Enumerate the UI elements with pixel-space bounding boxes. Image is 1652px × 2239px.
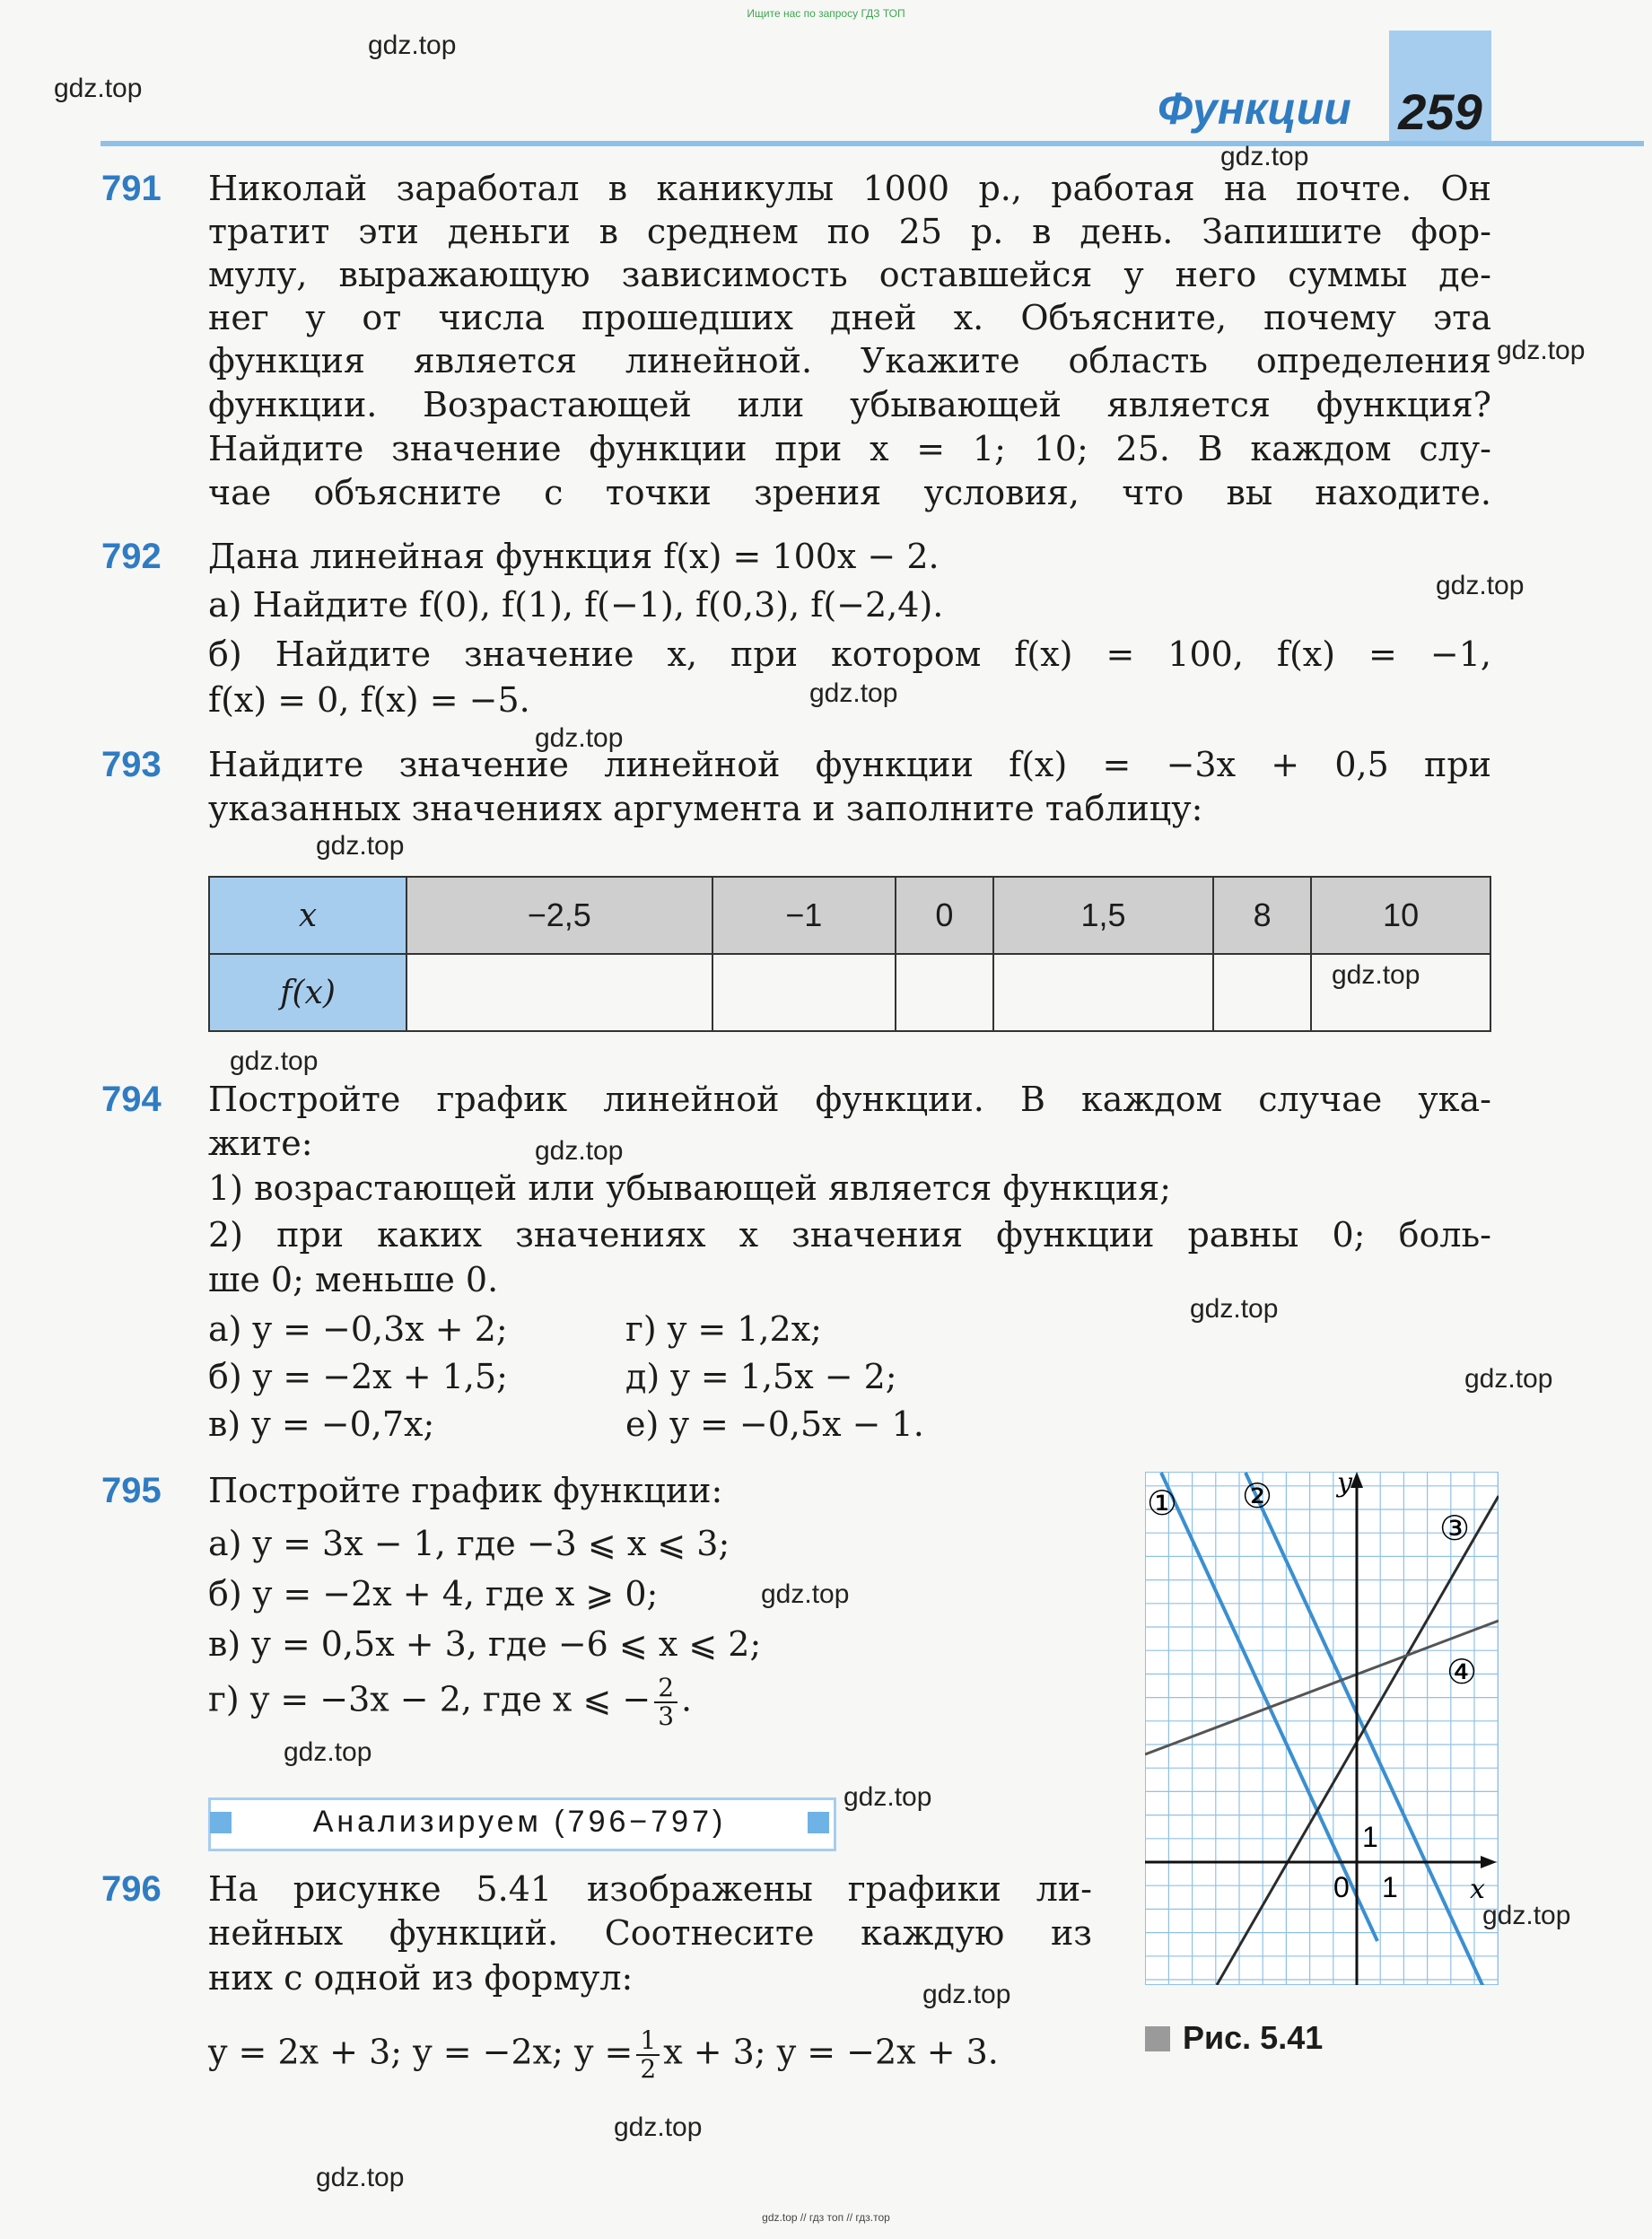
table-x-value: −2,5 [406, 877, 712, 954]
p796-line-2: нейных функций. Соотнесите каждую из [208, 1913, 1092, 1953]
problem-number-793: 793 [101, 745, 162, 784]
formula-2: y = −2x; [413, 2032, 564, 2072]
p791-line-7: Найдите значение функции при x = 1; 10; 25. В каждом слу- [208, 429, 1491, 468]
problem-number-796: 796 [101, 1869, 162, 1909]
fraction-denominator: 2 [640, 2054, 657, 2084]
watermark: gdz.top [809, 678, 898, 708]
problem-number-795: 795 [101, 1471, 162, 1510]
table-empty-cell [712, 954, 896, 1031]
watermark: gdz.top [230, 1046, 319, 1076]
table-header-x: x [209, 877, 406, 954]
table-x-value: 1,5 [993, 877, 1213, 954]
table-x-value: 8 [1213, 877, 1311, 954]
p791-line-4: нег y от числа прошедших дней x. Объясните, почему эта [208, 298, 1491, 337]
p794-item-b: б) y = −2x + 1,5; [208, 1357, 508, 1396]
watermark: gdz.top [535, 723, 624, 753]
fraction-two-thirds [654, 1675, 677, 1730]
y-axis-label: y [1337, 1472, 1352, 1499]
p791-line-1: Николай заработал в каникулы 1000 р., работая на почте. Он [208, 169, 1491, 208]
watermark: gdz.top [761, 1579, 850, 1609]
formula-1: y = 2x + 3; [208, 2032, 403, 2072]
p794-line-1: Постройте график линейной функции. В каждом случае ука- [208, 1080, 1491, 1119]
p792-part-a: а) Найдите f(0), f(1), f(−1), f(0,3), f(−2,4). [208, 585, 944, 625]
p794-item-g: г) y = 1,2x; [625, 1309, 822, 1349]
problem-number-794: 794 [101, 1080, 162, 1119]
fraction-one-half [636, 2027, 660, 2083]
watermark: gdz.top [54, 74, 143, 103]
p793-line-2: указанных значениях аргумента и заполните таблицу: [208, 789, 1203, 828]
p792-part-b-line-2: f(x) = 0, f(x) = −5. [208, 680, 530, 720]
p794-line-2: жите: [208, 1124, 313, 1163]
problem-number-791: 791 [101, 169, 162, 208]
p791-line-5: функция является линейной. Укажите область определения [208, 341, 1491, 380]
table-empty-cell [1213, 954, 1311, 1031]
p795-intro: Постройте график функции: [208, 1471, 723, 1510]
fraction-denominator: 3 [658, 1701, 675, 1731]
fraction-numerator: 1 [636, 2027, 660, 2056]
p794-question-1: 1) возрастающей или убывающей является функция; [208, 1168, 1172, 1208]
watermark: gdz.top [316, 2163, 405, 2192]
watermark: gdz.top [535, 1136, 624, 1166]
section-title: Функции [1158, 83, 1351, 134]
p791-line-2: тратит эти деньги в среднем по 25 р. в день. Запишите фор- [208, 212, 1491, 251]
origin-label: 0 [1333, 1871, 1350, 1903]
p795-item-g-text: г) y = −3x − 2, где x ⩽ − [208, 1679, 651, 1719]
formula-3-suffix: x + 3; [663, 2032, 766, 2072]
p796-line-3: них с одной из формул: [208, 1958, 634, 1998]
watermark: gdz.top [1497, 336, 1586, 365]
p793-line-1: Найдите значение линейной функции f(x) = −3x + 0,5 при [208, 745, 1491, 784]
caption-square [1145, 2026, 1170, 2051]
p791-line-8: чае объясните с точки зрения условия, что вы находите. [208, 473, 1491, 512]
watermark: gdz.top [316, 831, 405, 861]
graph-label-2: ② [1242, 1476, 1273, 1516]
watermark: gdz.top [922, 1980, 1011, 2009]
watermark: gdz.top [368, 31, 457, 60]
table-empty-cell [896, 954, 993, 1031]
p792-part-b-line-1: б) Найдите значение x, при котором f(x) = 100, f(x) = −1, [208, 634, 1491, 674]
p795-item-g-end: . [681, 1679, 693, 1719]
watermark: gdz.top [843, 1782, 932, 1812]
page-number: 259 [1398, 83, 1482, 140]
table-x-value: 0 [896, 877, 993, 954]
fraction-numerator: 2 [654, 1675, 677, 1703]
watermark: gdz.top [284, 1737, 372, 1767]
table-x-value: 10 [1311, 877, 1490, 954]
figure-caption: Рис. 5.41 [1183, 2019, 1324, 2056]
formula-4: y = −2x + 3. [776, 2032, 999, 2072]
watermark: gdz.top [1464, 1364, 1553, 1394]
p795-item-v: в) y = 0,5x + 3, где −6 ⩽ x ⩽ 2; [208, 1624, 762, 1664]
table-x-value: −1 [712, 877, 896, 954]
watermark: gdz.top [1482, 1901, 1571, 1930]
p791-line-6: функции. Возрастающей или убывающей является функция? [208, 385, 1491, 424]
p794-question-2-line-1: 2) при каких значениях x значения функции равны 0; боль- [208, 1215, 1491, 1255]
p796-formulas [208, 2027, 999, 2083]
watermark: gdz.top [1220, 142, 1309, 171]
p794-item-a: а) y = −0,3x + 2; [208, 1309, 508, 1349]
watermark: gdz.top [614, 2112, 703, 2142]
table-header-fx: f(x) [209, 954, 406, 1031]
figure-5-41 [1145, 1472, 1499, 1985]
formula-3-prefix: y = [573, 2032, 634, 2072]
x-tick-label: 1 [1382, 1871, 1398, 1903]
problem-number-792: 792 [101, 537, 162, 576]
p795-item-g [208, 1675, 692, 1730]
p792-intro: Дана линейная функция f(x) = 100x − 2. [208, 537, 940, 576]
p794-item-d: д) y = 1,5x − 2; [625, 1357, 897, 1396]
graph-label-4: ④ [1447, 1652, 1478, 1692]
x-axis-label: x [1470, 1874, 1485, 1905]
p795-item-b: б) y = −2x + 4, где x ⩾ 0; [208, 1574, 659, 1614]
analyze-banner-label: Анализируем (796−797) [312, 1805, 727, 1839]
table-empty-cell [406, 954, 712, 1031]
graph-label-1: ① [1147, 1483, 1178, 1523]
value-table [208, 876, 1491, 1032]
watermark: gdz.top [1190, 1294, 1279, 1324]
table-empty-cell [993, 954, 1213, 1031]
y-tick-label: 1 [1362, 1821, 1378, 1853]
p794-item-v: в) y = −0,7x; [208, 1404, 435, 1444]
watermark: gdz.top [1436, 571, 1525, 600]
top-note: Ищите нас по запросу ГДЗ ТОП [747, 7, 905, 20]
p794-item-e: е) y = −0,5x − 1. [625, 1404, 924, 1444]
p796-line-1: На рисунке 5.41 изображены графики ли- [208, 1869, 1092, 1909]
graph-label-3: ③ [1439, 1509, 1471, 1548]
bottom-note: gdz.top // гдз топ // гдз.тор [762, 2211, 890, 2224]
p791-line-3: мулу, выражающую зависимость оставшейся у него суммы де- [208, 255, 1491, 294]
watermark: gdz.top [1332, 960, 1420, 990]
p795-item-a: а) y = 3x − 1, где −3 ⩽ x ⩽ 3; [208, 1524, 730, 1563]
p794-question-2-line-2: ше 0; меньше 0. [208, 1260, 499, 1299]
header-rule [101, 141, 1644, 146]
